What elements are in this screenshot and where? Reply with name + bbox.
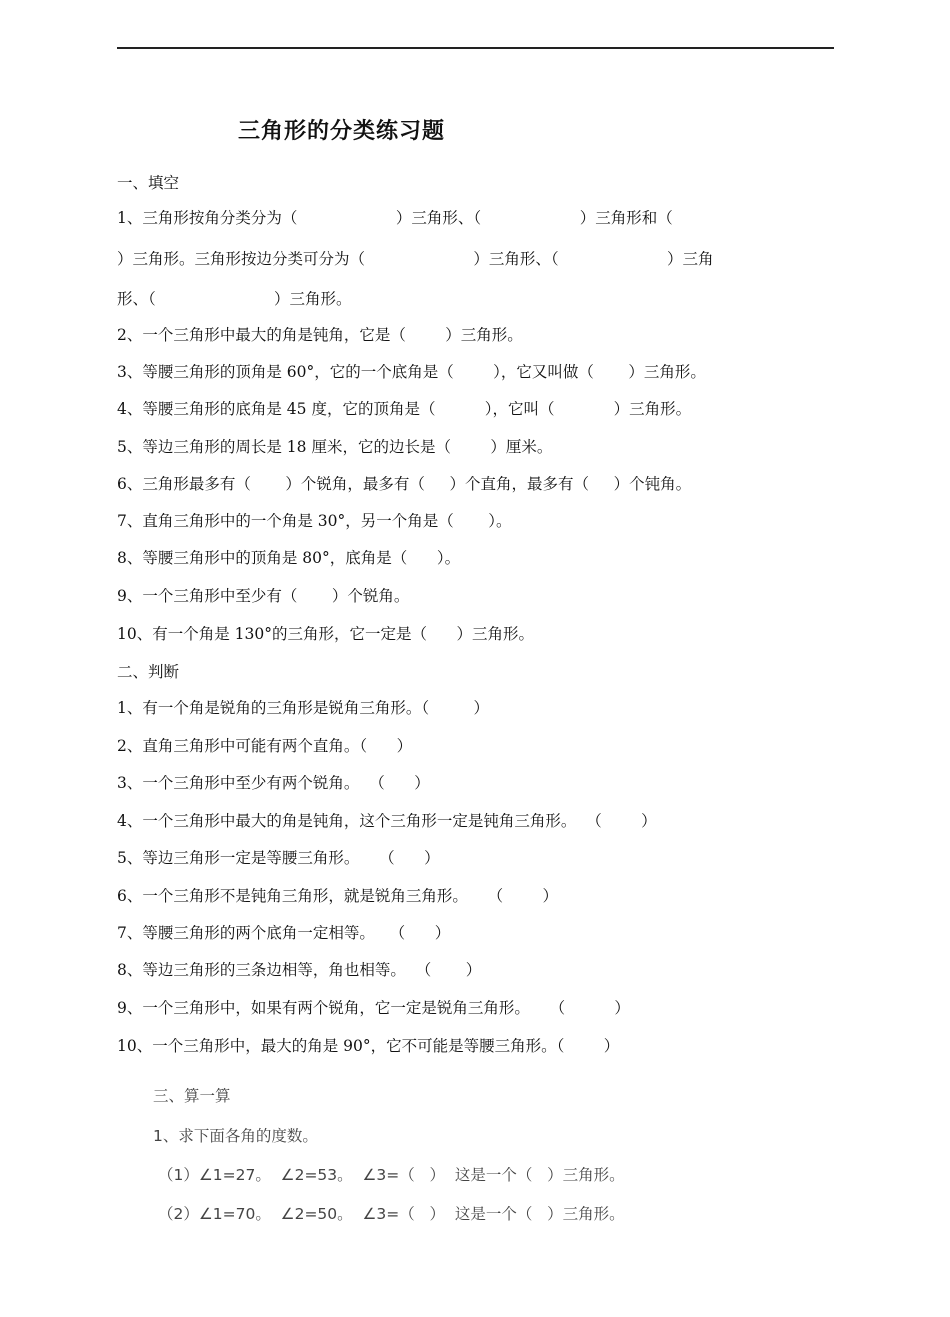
calc-problem-2: （2）∠1=70。 ∠2=50。 ∠3=（ ） 这是一个（ ）三角形。 — [158, 1205, 625, 1223]
judge-item: 5、等边三角形一定是等腰三角形。 （ ） — [117, 849, 440, 867]
fill-q5: 5、等边三角形的周长是 18 厘米，它的边长是（ ）厘米。 — [117, 438, 553, 456]
header-rule — [117, 47, 834, 49]
judge-item: 10、一个三角形中，最大的角是 90°，它不可能是等腰三角形。（ ） — [117, 1037, 620, 1055]
section-judge-heading: 二、判断 — [117, 663, 180, 681]
fill-q4: 4、等腰三角形的底角是 45 度，它的顶角是（ ），它叫（ ）三角形。 — [117, 400, 692, 418]
fill-q2: 2、一个三角形中最大的角是钝角，它是（ ）三角形。 — [117, 326, 523, 344]
judge-item: 6、一个三角形不是钝角三角形，就是锐角三角形。 （ ） — [117, 887, 558, 905]
judge-item: 9、一个三角形中，如果有两个锐角，它一定是锐角三角形。 （ ） — [117, 999, 630, 1017]
page-title: 三角形的分类练习题 — [238, 119, 446, 144]
judge-item: 7、等腰三角形的两个底角一定相等。 （ ） — [117, 924, 451, 942]
fill-q8: 8、等腰三角形中的顶角是 80°，底角是（ ）。 — [117, 549, 461, 567]
fill-q6: 6、三角形最多有（ ）个锐角，最多有（ ）个直角，最多有（ ）个钝角。 — [117, 475, 692, 493]
fill-q1-line3: 形、（ ）三角形。 — [117, 290, 352, 308]
fill-q3: 3、等腰三角形的顶角是 60°，它的一个底角是（ ），它又叫做（ ）三角形。 — [117, 363, 706, 381]
judge-item: 2、直角三角形中可能有两个直角。（ ） — [117, 737, 413, 755]
judge-item: 3、一个三角形中至少有两个锐角。 （ ） — [117, 774, 430, 792]
judge-item: 1、有一个角是锐角的三角形是锐角三角形。（ ） — [117, 699, 489, 717]
section-calc-heading: 三、算一算 — [153, 1087, 231, 1105]
calc-problem-1: （1）∠1=27。 ∠2=53。 ∠3=（ ） 这是一个（ ）三角形。 — [158, 1166, 625, 1184]
judge-item: 4、一个三角形中最大的角是钝角，这个三角形一定是钝角三角形。 （ ） — [117, 812, 657, 830]
fill-q7: 7、直角三角形中的一个角是 30°，另一个角是（ ）。 — [117, 512, 512, 530]
calc-subheading: 1、求下面各角的度数。 — [153, 1127, 318, 1145]
section-fill-heading: 一、填空 — [117, 174, 180, 192]
fill-q1-line1: 1、三角形按角分类分为（ ）三角形、（ ）三角形和（ — [117, 209, 673, 227]
fill-q9: 9、一个三角形中至少有（ ）个锐角。 — [117, 587, 410, 605]
judge-item: 8、等边三角形的三条边相等，角也相等。 （ ） — [117, 961, 482, 979]
fill-q10: 10、有一个角是 130°的三角形，它一定是（ ）三角形。 — [117, 625, 535, 643]
fill-q1-line2: ）三角形。三角形按边分类可分为（ ）三角形、（ ）三角 — [117, 250, 714, 268]
